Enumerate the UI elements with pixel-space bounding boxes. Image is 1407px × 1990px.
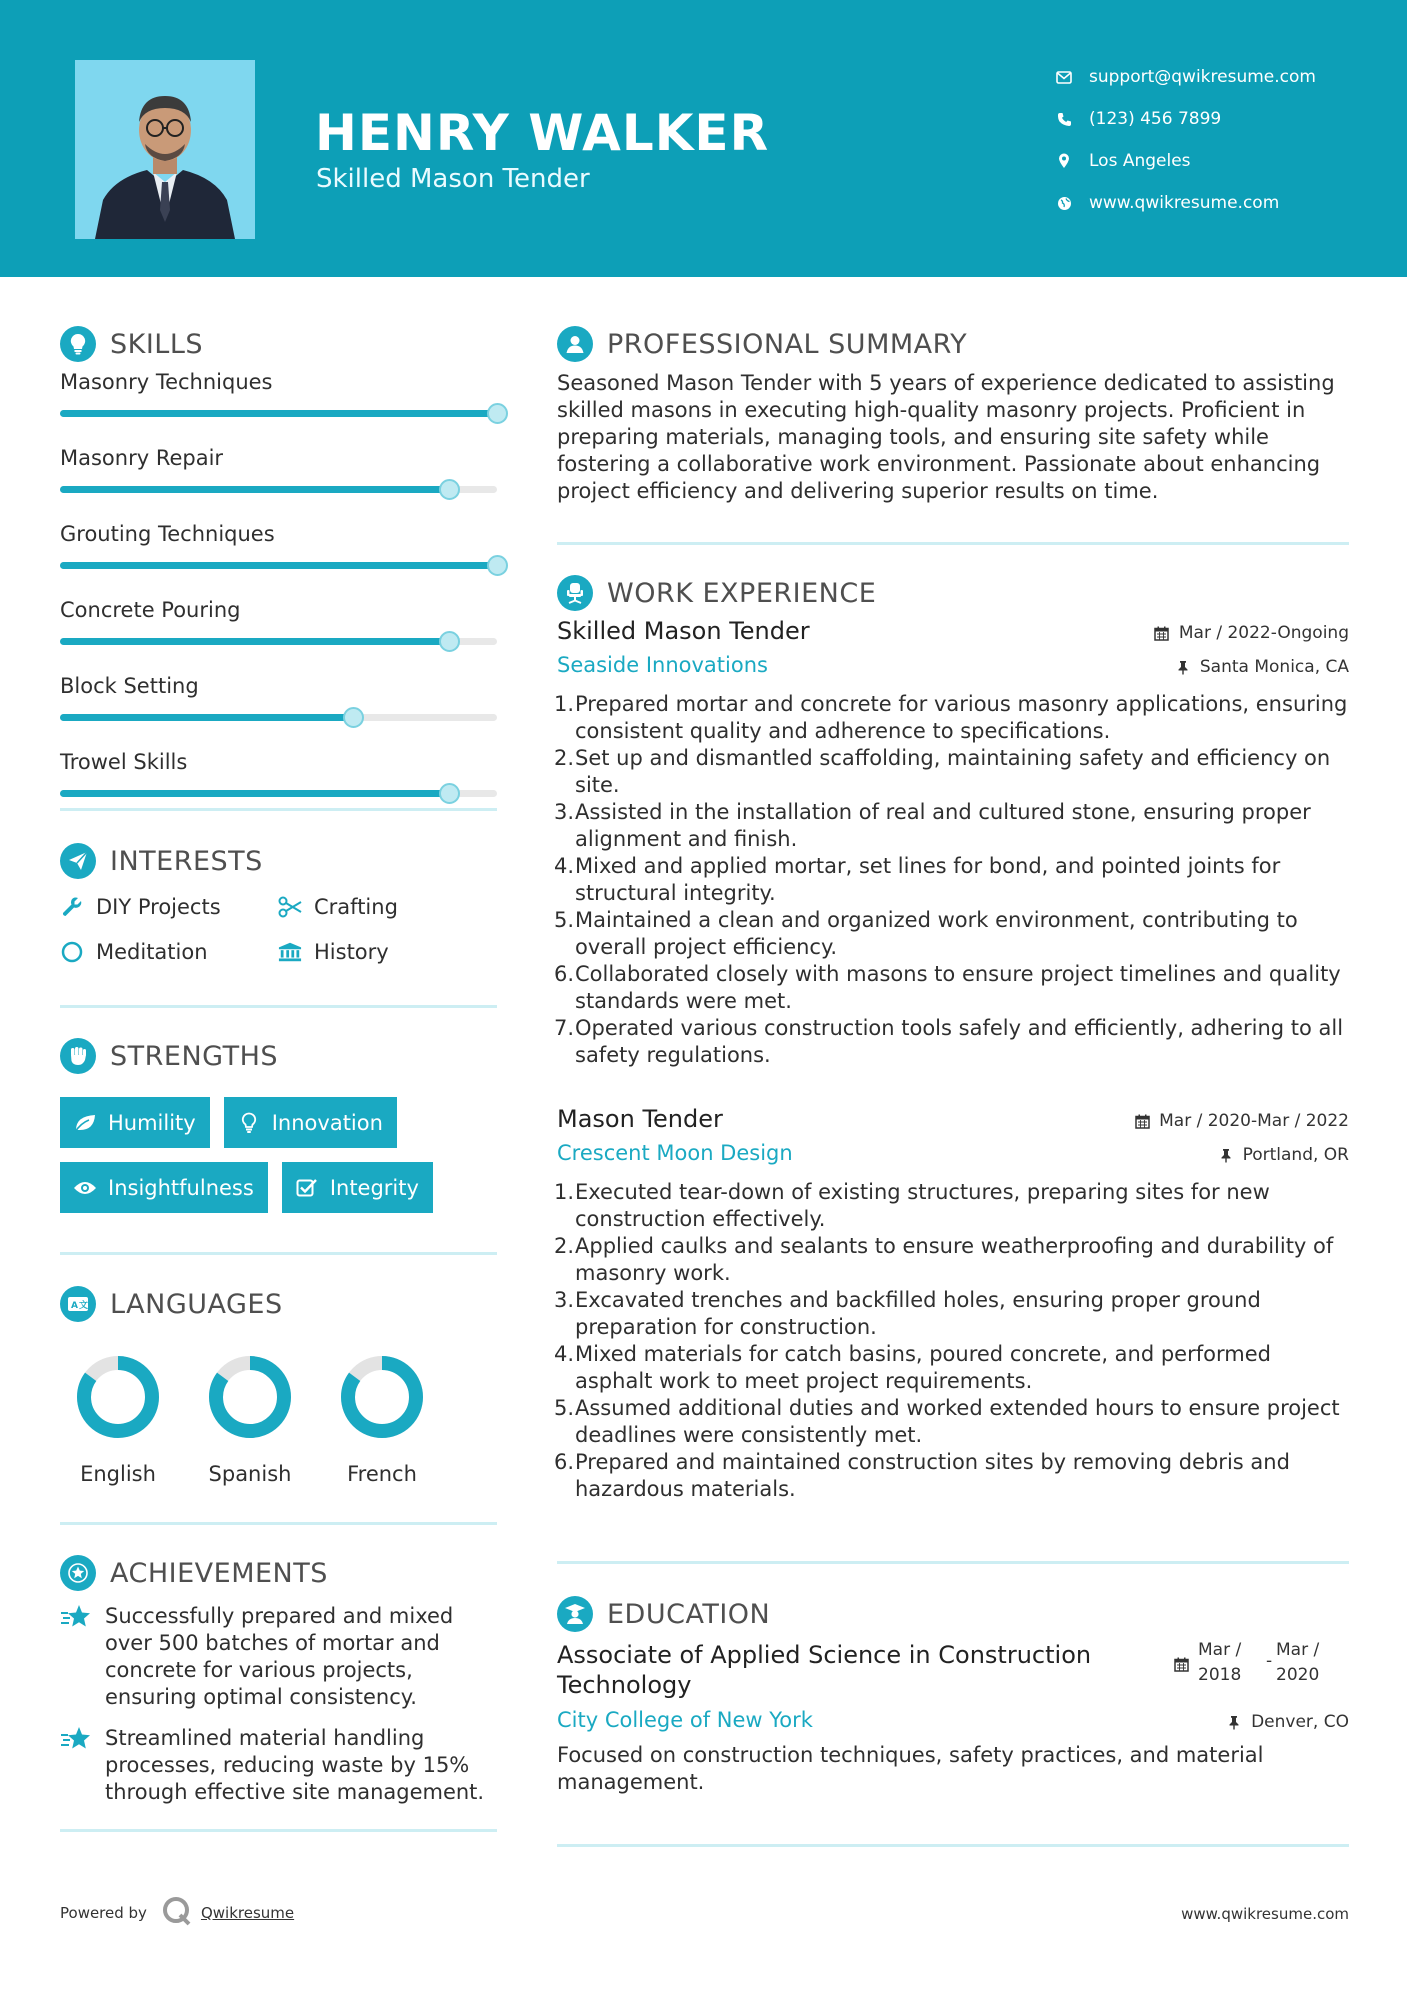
svg-text:文: 文 <box>79 1301 89 1311</box>
skill-bar <box>60 410 497 417</box>
skill-label: Concrete Pouring <box>60 598 241 622</box>
skill-item <box>60 446 497 522</box>
section-divider <box>557 1561 1349 1564</box>
interest-item <box>278 893 497 920</box>
job-bullet: Mixed materials for catch basins, poured concrete, and performed asphalt work to meet project requirements. <box>575 1342 1271 1393</box>
job-location <box>1218 1145 1349 1165</box>
language-item <box>192 1354 308 1486</box>
job-location-text: Santa Monica, CA <box>1199 657 1349 677</box>
summary-text: Seasoned Mason Tender with 5 years of experience dedicated to assisting skilled masons in executing high-quality masonry projects. Proficient in preparing materials, managing tools, and ensuring site safety while fostering a collaborative work environment. Passionate about enhancing project efficiency and delivering superior results on time. <box>557 371 1335 503</box>
contact-location <box>1055 140 1395 182</box>
job-bullet: Mixed and applied mortar, set lines for bond, and pointed joints for structural integrity. <box>575 854 1281 905</box>
office-chair-icon <box>557 575 593 611</box>
skill-item <box>60 674 497 750</box>
job-subheader <box>557 649 1349 687</box>
language-label: English <box>80 1462 156 1486</box>
globe-icon <box>1055 194 1073 212</box>
job-entry <box>557 617 1349 1069</box>
section-divider <box>557 542 1349 545</box>
skill-item <box>60 750 497 826</box>
calendar-icon <box>1134 1113 1150 1129</box>
skill-item <box>60 522 497 598</box>
svg-text:A: A <box>71 1301 78 1311</box>
job-bullet: Assumed additional duties and worked extended hours to ensure project deadlines were consistently met. <box>575 1396 1340 1447</box>
languages-header <box>60 1284 497 1324</box>
section-divider <box>60 1005 497 1008</box>
job-bullet: Prepared mortar and concrete for various masonry applications, ensuring consistent quality and adherence to specifications. <box>575 692 1348 743</box>
envelope-icon <box>1055 68 1073 86</box>
skill-label: Masonry Repair <box>60 446 224 470</box>
experience-header <box>557 573 1349 613</box>
job-date <box>1134 1111 1349 1131</box>
education-location-text: Denver, CO <box>1251 1712 1349 1732</box>
candidate-name: HENRY WALKER <box>315 104 770 162</box>
wrench-icon <box>60 895 84 919</box>
resume-header <box>0 0 1407 277</box>
skills-header <box>60 324 497 364</box>
skill-label: Trowel Skills <box>60 750 188 774</box>
skill-bar-fill <box>60 410 497 417</box>
strength-tag <box>224 1097 397 1148</box>
bank-icon <box>278 940 302 964</box>
contact-website-text: www.qwikresume.com <box>1089 193 1280 213</box>
circle-icon <box>60 940 84 964</box>
profile-photo <box>75 60 255 239</box>
interests-title: INTERESTS <box>110 845 263 877</box>
eye-icon <box>72 1175 98 1201</box>
strength-tag <box>60 1162 268 1213</box>
achievements-list <box>60 1603 497 1806</box>
footer-url[interactable]: www.qwikresume.com <box>1181 1905 1349 1923</box>
strengths-list <box>60 1097 497 1213</box>
job-subheader <box>557 1137 1349 1175</box>
strength-label: Innovation <box>271 1110 383 1135</box>
interests-list <box>60 893 497 965</box>
skill-bar-fill <box>60 714 353 721</box>
job-bullet: Operated various construction tools safely and efficiently, adhering to all safety regulations. <box>575 1016 1344 1067</box>
contact-email-text: support@qwikresume.com <box>1089 67 1316 87</box>
skill-bar-knob <box>343 707 364 728</box>
contact-phone-text: (123) 456 7899 <box>1089 109 1222 129</box>
contact-phone[interactable] <box>1055 98 1395 140</box>
company-name: Seaside Innovations <box>557 653 768 677</box>
lightbulb-icon <box>60 326 96 362</box>
achievement-text: Successfully prepared and mixed over 500 batches of mortar and concrete for various projects, ensuring optimal consistency. <box>105 1604 454 1709</box>
skills-title: SKILLS <box>110 328 204 360</box>
left-column <box>60 277 497 1832</box>
job-date-text: Mar / 2020-Mar / 2022 <box>1159 1111 1349 1131</box>
skill-bar-knob <box>439 631 460 652</box>
education-subheader <box>557 1704 1349 1742</box>
job-date-text: Mar / 2022-Ongoing <box>1178 623 1349 643</box>
translate-icon <box>60 1286 96 1322</box>
job-title: Skilled Mason Tender <box>557 617 810 645</box>
education-description: Focused on construction techniques, safety practices, and material management. <box>557 1743 1264 1794</box>
summary-header <box>557 324 1349 364</box>
job-bullets <box>557 1179 1349 1503</box>
section-divider <box>557 1844 1349 1847</box>
interest-label: Crafting <box>314 894 398 919</box>
qwikresume-logo-icon <box>161 1895 193 1931</box>
calendar-icon <box>1154 625 1170 641</box>
strengths-header <box>60 1036 497 1076</box>
candidate-title: Skilled Mason Tender <box>316 164 590 194</box>
footer-branding <box>60 1895 294 1931</box>
phone-icon <box>1055 110 1073 128</box>
interests-header <box>60 841 497 881</box>
education-location <box>1226 1712 1349 1732</box>
education-title: EDUCATION <box>607 1598 771 1630</box>
interest-item <box>60 938 278 965</box>
skill-bar-fill <box>60 562 497 569</box>
education-date <box>1173 1640 1349 1696</box>
school-name: City College of New York <box>557 1708 813 1732</box>
shooting-star-icon <box>60 1603 92 1633</box>
language-level-ring <box>339 1354 425 1440</box>
interest-label: DIY Projects <box>96 894 221 919</box>
skill-label: Masonry Techniques <box>60 370 273 394</box>
skill-bar <box>60 790 497 797</box>
job-bullet: Executed tear-down of existing structures, preparing sites for new construction effectively. <box>575 1180 1270 1231</box>
user-icon <box>557 326 593 362</box>
paper-plane-icon <box>60 843 96 879</box>
achievement-text: Streamlined material handling processes, reducing waste by 15% through effective site management. <box>105 1726 485 1804</box>
skills-list <box>60 370 497 826</box>
pushpin-icon <box>1218 1147 1234 1163</box>
education-start-month: Mar / <box>1198 1640 1242 1660</box>
pushpin-icon <box>1226 1714 1242 1730</box>
education-date-dash: - <box>1266 1651 1273 1671</box>
language-level-ring <box>75 1354 161 1440</box>
strength-label: Insightfulness <box>108 1175 254 1200</box>
contact-location-text: Los Angeles <box>1089 151 1191 171</box>
language-label: Spanish <box>208 1462 292 1486</box>
education-header-row <box>557 1640 1349 1702</box>
graduate-icon <box>557 1596 593 1632</box>
languages-list <box>60 1354 440 1486</box>
job-entry <box>557 1105 1349 1503</box>
contact-website[interactable] <box>1055 182 1395 224</box>
section-divider <box>60 1252 497 1255</box>
company-name: Crescent Moon Design <box>557 1141 793 1165</box>
job-title: Mason Tender <box>557 1105 723 1133</box>
interest-label: History <box>314 939 389 964</box>
contact-list <box>1055 56 1395 224</box>
skill-bar-fill <box>60 638 449 645</box>
strength-label: Integrity <box>329 1175 419 1200</box>
achievements-header <box>60 1553 497 1593</box>
contact-email[interactable] <box>1055 56 1395 98</box>
powered-by-text: Powered by <box>60 1904 147 1922</box>
skill-item <box>60 598 497 674</box>
map-pin-icon <box>1055 152 1073 170</box>
right-column <box>557 277 1349 1847</box>
job-bullet: Assisted in the installation of real and cultured stone, ensuring proper alignment and finish. <box>575 800 1311 851</box>
section-divider <box>60 1522 497 1525</box>
achievement-item <box>60 1603 497 1711</box>
job-bullet: Set up and dismantled scaffolding, maintaining safety and efficiency on site. <box>575 746 1331 797</box>
language-item <box>324 1354 440 1486</box>
job-header <box>557 1105 1349 1137</box>
skill-bar-fill <box>60 790 449 797</box>
fist-icon <box>60 1038 96 1074</box>
job-location-text: Portland, OR <box>1242 1145 1349 1165</box>
experience-title: WORK EXPERIENCE <box>607 577 877 609</box>
achievement-item <box>60 1725 497 1806</box>
language-label: French <box>347 1462 417 1486</box>
skill-bar-fill <box>60 486 449 493</box>
skill-bar <box>60 638 497 645</box>
skill-bar-knob <box>439 479 460 500</box>
skill-bar-knob <box>439 783 460 804</box>
job-bullet: Prepared and maintained construction sites by removing debris and hazardous materials. <box>575 1450 1290 1501</box>
strength-tag <box>60 1097 210 1148</box>
job-date <box>1154 623 1349 643</box>
check-square-icon <box>294 1175 320 1201</box>
education-start-year: 2018 <box>1198 1665 1242 1685</box>
skill-label: Block Setting <box>60 674 199 698</box>
job-header <box>557 617 1349 649</box>
strength-label: Humility <box>108 1110 196 1135</box>
skill-bar <box>60 562 497 569</box>
degree-title: Associate of Applied Science in Construction Technology <box>557 1641 1092 1699</box>
language-level-ring <box>207 1354 293 1440</box>
pushpin-icon <box>1175 659 1191 675</box>
interest-item <box>278 938 497 965</box>
education-end-year: 2020 <box>1276 1665 1320 1685</box>
strength-tag <box>282 1162 433 1213</box>
lightbulb-icon <box>236 1110 262 1136</box>
job-bullet: Applied caulks and sealants to ensure weatherproofing and durability of masonry work. <box>575 1234 1334 1285</box>
job-bullet: Collaborated closely with masons to ensure project timelines and quality standards were met. <box>575 962 1341 1013</box>
shooting-star-icon <box>60 1725 92 1755</box>
job-bullet: Excavated trenches and backfilled holes, ensuring proper ground preparation for construction. <box>575 1288 1261 1339</box>
skill-bar <box>60 486 497 493</box>
interest-label: Meditation <box>96 939 208 964</box>
skill-item <box>60 370 497 446</box>
job-bullets <box>557 691 1349 1069</box>
skill-label: Grouting Techniques <box>60 522 275 546</box>
interest-item <box>60 893 278 920</box>
job-bullet: Maintained a clean and organized work environment, contributing to overall project efficiency. <box>575 908 1298 959</box>
languages-title: LANGUAGES <box>110 1288 283 1320</box>
education-end-month: Mar / <box>1276 1640 1320 1660</box>
language-item <box>60 1354 176 1486</box>
strengths-title: STRENGTHS <box>110 1040 279 1072</box>
skill-bar-knob <box>487 403 508 424</box>
skill-bar-knob <box>487 555 508 576</box>
skill-bar <box>60 714 497 721</box>
scissors-icon <box>278 895 302 919</box>
calendar-icon <box>1173 1656 1189 1672</box>
job-location <box>1175 657 1349 677</box>
education-header <box>557 1594 1349 1634</box>
leaf-icon <box>72 1110 98 1136</box>
summary-title: PROFESSIONAL SUMMARY <box>607 328 968 360</box>
section-divider <box>60 1829 497 1832</box>
qwikresume-link[interactable]: Qwikresume <box>200 1904 295 1922</box>
achievements-title: ACHIEVEMENTS <box>110 1557 328 1589</box>
star-badge-icon <box>60 1555 96 1591</box>
